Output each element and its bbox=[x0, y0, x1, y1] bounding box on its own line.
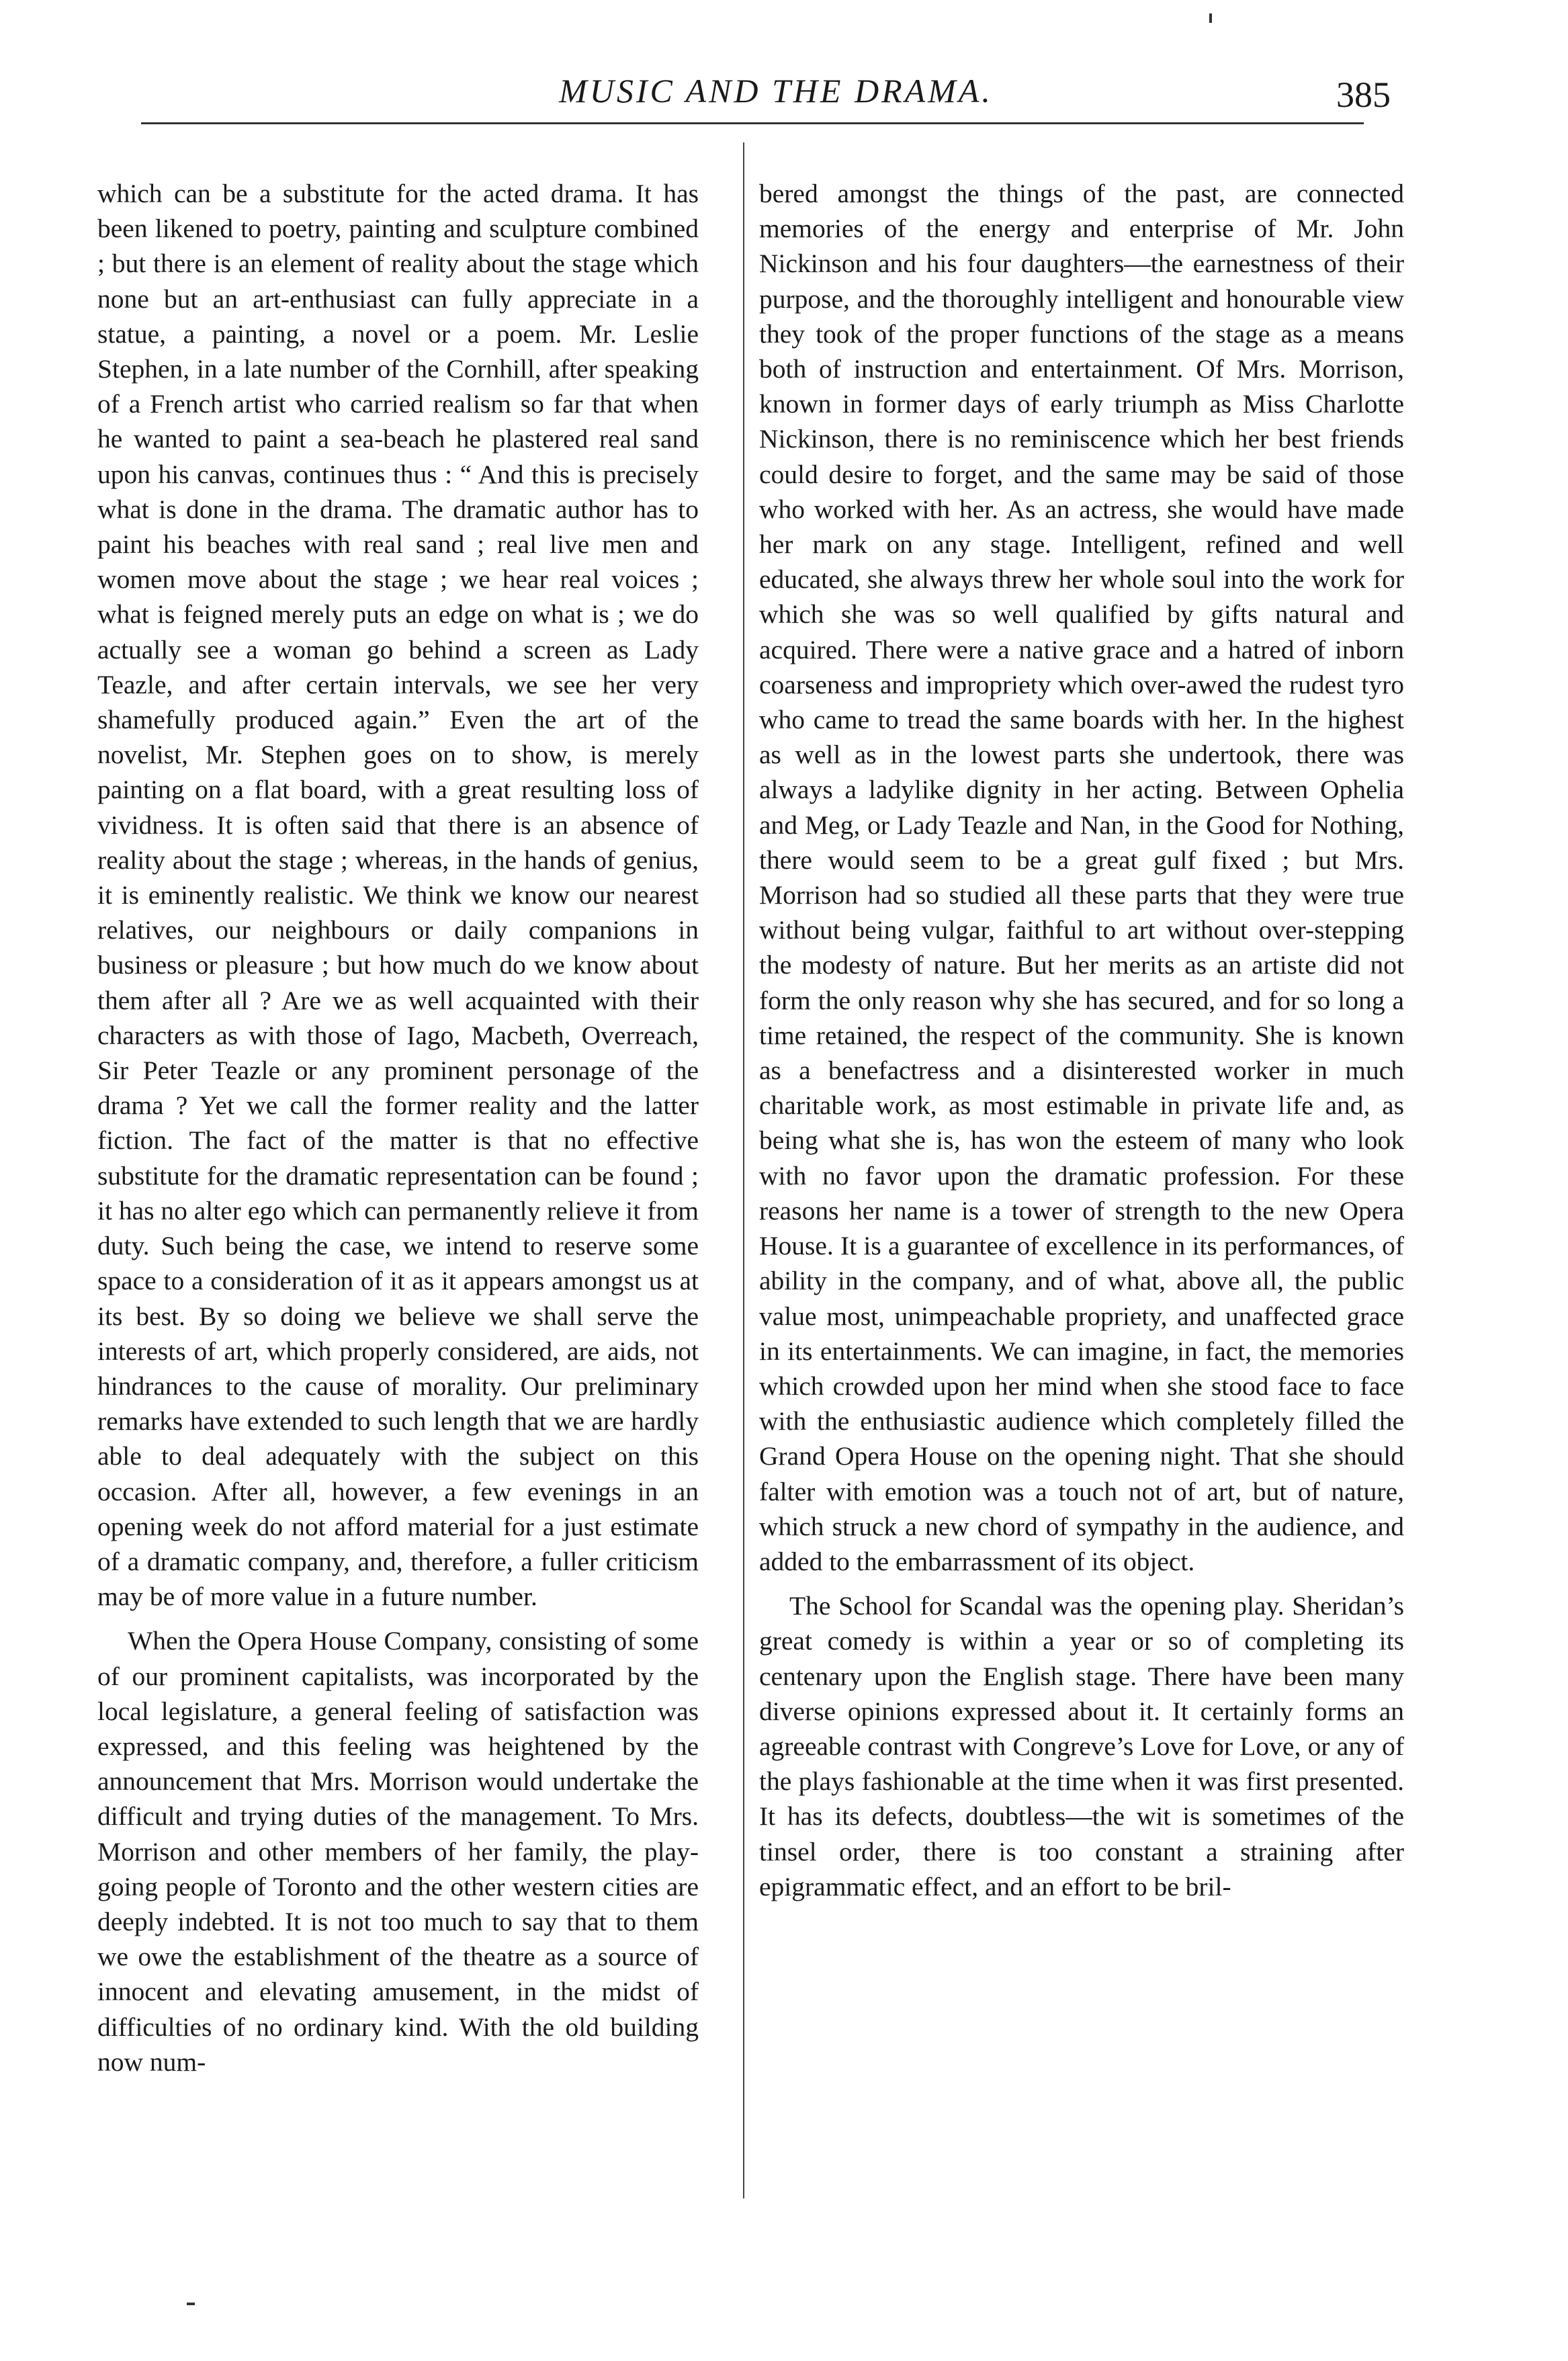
header-rule bbox=[141, 122, 1364, 124]
print-mark bbox=[187, 2303, 195, 2305]
paragraph: which can be a substitute for the acted drama. It has been likened to poetry, painting and sculpture combined ; but there is an element of reality about the stage which none but an art-enthusiast can fully appreciate in a statue, a painting, a novel or a poem. Mr. Leslie Stephen, in a late number of the Cornhill, after speaking of a French artist who carried realism so far that when he wanted to paint a sea-beach he plastered real sand upon his canvas, continues thus : “ And this is precisely what is done in the drama. The dramatic author has to paint his beaches with real sand ; real live men and women move about the stage ; we hear real voices ; what is feigned merely puts an edge on what is ; we do actually see a woman go behind a screen as Lady Teazle, and after certain intervals, we see her very shamefully produced again.” Even the art of the novelist, Mr. Stephen goes on to show, is merely painting on a flat board, with a great resulting loss of vividness. It is often said that there is an absence of reality about the stage ; whereas, in the hands of genius, it is eminently realistic. We think we know our nearest relatives, our neighbours or daily companions in business or pleasure ; but how much do we know about them after all ? Are we as well acquainted with their characters as with those of Iago, Macbeth, Overreach, Sir Peter Teazle or any prominent personage of the drama ? Yet we call the former reality and the latter fiction. The fact of the matter is that no effective substitute for the dramatic representation can be found ; it has no alter ego which can permanently relieve it from duty. Such being the case, we intend to reserve some space to a consideration of it as it appears amongst us at its best. By so doing we believe we shall serve the interests of art, which properly considered, are aids, not hindrances to the cause of morality. Our preliminary remarks have extended to such length that we are hardly able to deal adequately with the subject on this occasion. After all, however, a few evenings in an opening week do not afford material for a just estimate of a dramatic company, and, therefore, a fuller criticism may be of more value in a future number. bbox=[97, 179, 699, 1612]
left-column bbox=[97, 176, 699, 2079]
paragraph: When the Opera House Company, consisting of some of our prominent capitalists, was incorporated by the local legislature, a general feeling of satisfaction was expressed, and this feeling was heightened by the announcement that Mrs. Morrison would undertake the difficult and trying duties of the management. To Mrs. Morrison and other members of her family, the play-going people of Toronto and the other western cities are deeply indebted. It is not too much to say that to them we owe the establishment of the theatre as a source of innocent and elevating amusement, in the midst of difficulties of no ordinary kind. With the old building now num- bbox=[97, 1626, 699, 2077]
page-number: 385 bbox=[1336, 75, 1391, 115]
paragraph: The School for Scandal was the opening play. Sheridan’s great comedy is within a year or so of completing its centenary upon the English stage. There have been many diverse opinions expressed about it. It certainly forms an agreeable contrast with Congreve’s Love for Love, or any of the plays fashionable at the time when it was first presented. It has its defects, doubtless—the wit is sometimes of the tinsel order, there is too constant a straining after epigrammatic effect, and an effort to be bril- bbox=[759, 1591, 1404, 1901]
right-column bbox=[759, 176, 1404, 1904]
running-title: MUSIC AND THE DRAMA. bbox=[559, 72, 993, 110]
page-header bbox=[141, 67, 1411, 128]
paragraph: bered amongst the things of the past, are connected memories of the energy and enterprise of Mr. John Nickinson and his four daughters—the earnestness of their purpose, and the thoroughly intelligent and honourable view they took of the proper functions of the stage as a means both of instruction and entertainment. Of Mrs. Morrison, known in former days of early triumph as Miss Charlotte Nickinson, there is no reminiscence which her best friends could desire to forget, and the same may be said of those who worked with her. As an actress, she would have made her mark on any stage. Intelligent, refined and well educated, she always threw her whole soul into the work for which she was so well qualified by gifts natural and acquired. There were a native grace and a hatred of inborn coarseness and impropriety which over-awed the rudest tyro who came to tread the same boards with her. In the highest as well as in the lowest parts she undertook, there was always a ladylike dignity in her acting. Between Ophelia and Meg, or Lady Teazle and Nan, in the Good for Nothing, there would seem to be a great gulf fixed ; but Mrs. Morrison had so studied all these parts that they were true without being vulgar, faithful to art without over-stepping the modesty of nature. But her merits as an artiste did not form the only reason why she has secured, and for so long a time retained, the respect of the community. She is known as a benefactress and a disinterested worker in much charitable work, as most estimable in private life and, as being what she is, has won the esteem of many who look with no favor upon the dramatic profession. For these reasons her name is a tower of strength to the new Opera House. It is a guarantee of excellence in its performances, of ability in the company, and of what, above all, the public value most, unimpeachable propriety, and unaffected grace in its entertainments. We can imagine, in fact, the memories which crowded upon her mind when she stood face to face with the enthusiastic audience which completely filled the Grand Opera House on the opening night. That she should falter with emotion was a touch not of art, but of nature, which struck a new chord of sympathy in the audience, and added to the embarrassment of its object. bbox=[759, 179, 1404, 1576]
column-divider bbox=[743, 142, 744, 2198]
print-mark bbox=[1209, 13, 1212, 23]
